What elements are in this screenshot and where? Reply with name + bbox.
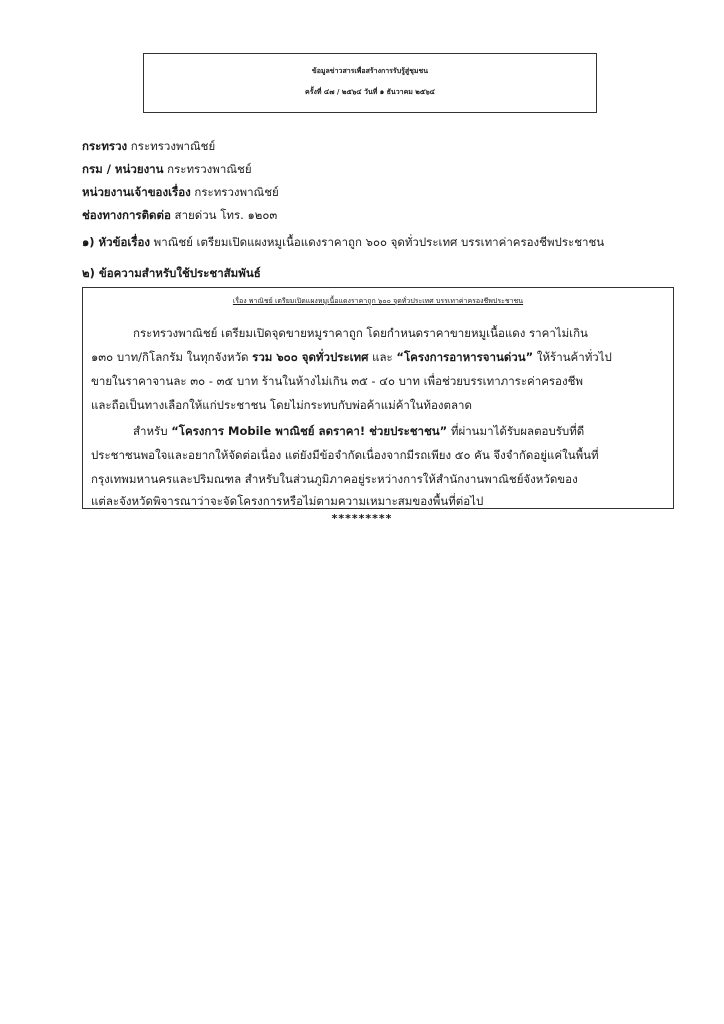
end-of-document-marks: ********* [331,512,393,525]
meta-ministry [82,138,215,156]
meta-contact-label: ช่องทางการติดต่อ [82,208,171,222]
release-p2-line2: ประชาชนพอใจและอยากให้จัดต่อเนื่อง แต่ยังมีข้อจำกัดเนื่องจากมีรถเพียง ๕๐ คัน จึงจำกัดอยู่แค่ในพื้นที่ [91,448,599,462]
pr-heading: ๒) ข้อความสำหรับใช้ประชาสัมพันธ์ [82,266,261,280]
release-p1-line2 [91,349,612,367]
topic-value: พาณิชย์ เตรียมเปิดแผงหมูเนื้อแดงราคาถูก ๖๐๐ จุดทั่วประเทศ บรรเทาค่าครองชีพประชาชน [150,235,605,249]
meta-owner-value: กระทรวงพาณิชย์ [190,185,279,199]
release-p1-line2-a: ๑๓๐ บาท/กิโลกรัม ในทุกจังหวัด [91,350,253,364]
release-p2-line1-a: สำหรับ [133,424,172,438]
release-p2-line4: แต่ละจังหวัดพิจารณาว่าจะจัดโครงการหรือไม่ตามความเหมาะสมของพื้นที่ต่อไป [91,494,484,508]
meta-department [82,161,252,179]
meta-department-value: กระทรวงพาณิชย์ [163,162,252,176]
header-issue-date: ครั้งที่ ๔๗ / ๒๕๖๔ วันที่ ๑ ธันวาคม ๒๕๖๔ [305,88,435,96]
release-p1-line3: ขายในราคาจานละ ๓๐ - ๓๕ บาท ร้านในห้างไม่เกิน ๓๕ - ๔๐ บาท เพื่อช่วยบรรเทาภาระค่าครองชีพ [91,374,583,388]
release-p2-line1-b: “โครงการ Mobile พาณิชย์ ลดราคา! ช่วยประชาชน” [171,424,448,438]
topic-line [82,234,604,252]
header-title: ข้อมูลข่าวสารเพื่อสร้างการรับรู้สู่ชุมชน [311,67,429,75]
meta-owner [82,184,279,202]
meta-contact-value: สายด่วน โทร. ๑๒๐๓ [170,208,278,222]
release-p2-line1-c: ที่ผ่านมาได้รับผลตอบรับที่ดี [447,424,585,438]
release-p1-line2-b: รวม ๖๐๐ จุดทั่วประเทศ [252,350,369,364]
press-release-box [82,287,674,509]
release-title: เรื่อง พาณิชย์ เตรียมเปิดแผงหมูเนื้อแดงราคาถูก ๖๐๐ จุดทั่วประเทศ บรรเทาค่าครองชีพประชาชน [232,297,524,305]
meta-owner-label: หน่วยงานเจ้าของเรื่อง [82,185,191,199]
meta-department-label: กรม / หน่วยงาน [82,162,164,176]
release-p2-line1 [133,423,584,441]
meta-ministry-value: กระทรวงพาณิชย์ [127,139,216,153]
release-p2-line3: กรุงเทพมหานครและปริมณฑล สำหรับในส่วนภูมิภาคอยู่ระหว่างการให้สำนักงานพาณิชย์จังหวัดของ [91,472,578,486]
meta-ministry-label: กระทรวง [82,139,128,153]
document-header-box [143,53,597,113]
release-p1-line2-e: ให้ร้านค้าทั่วไป [533,350,612,364]
release-p1-line2-c: และ [368,350,397,364]
meta-contact [82,207,277,225]
release-p1-line1: กระทรวงพาณิชย์ เตรียมเปิดจุดขายหมูราคาถูก โดยกำหนดราคาขายหมูเนื้อแดง ราคาไม่เกิน [133,326,588,340]
topic-label: ๑) หัวข้อเรื่อง [82,235,150,249]
release-p1-line4: และถือเป็นทางเลือกให้แก่ประชาชน โดยไม่กระทบกับพ่อค้าแม่ค้าในท้องตลาด [91,398,472,412]
release-p1-line2-d: “โครงการอาหารจานด่วน” [396,350,534,364]
